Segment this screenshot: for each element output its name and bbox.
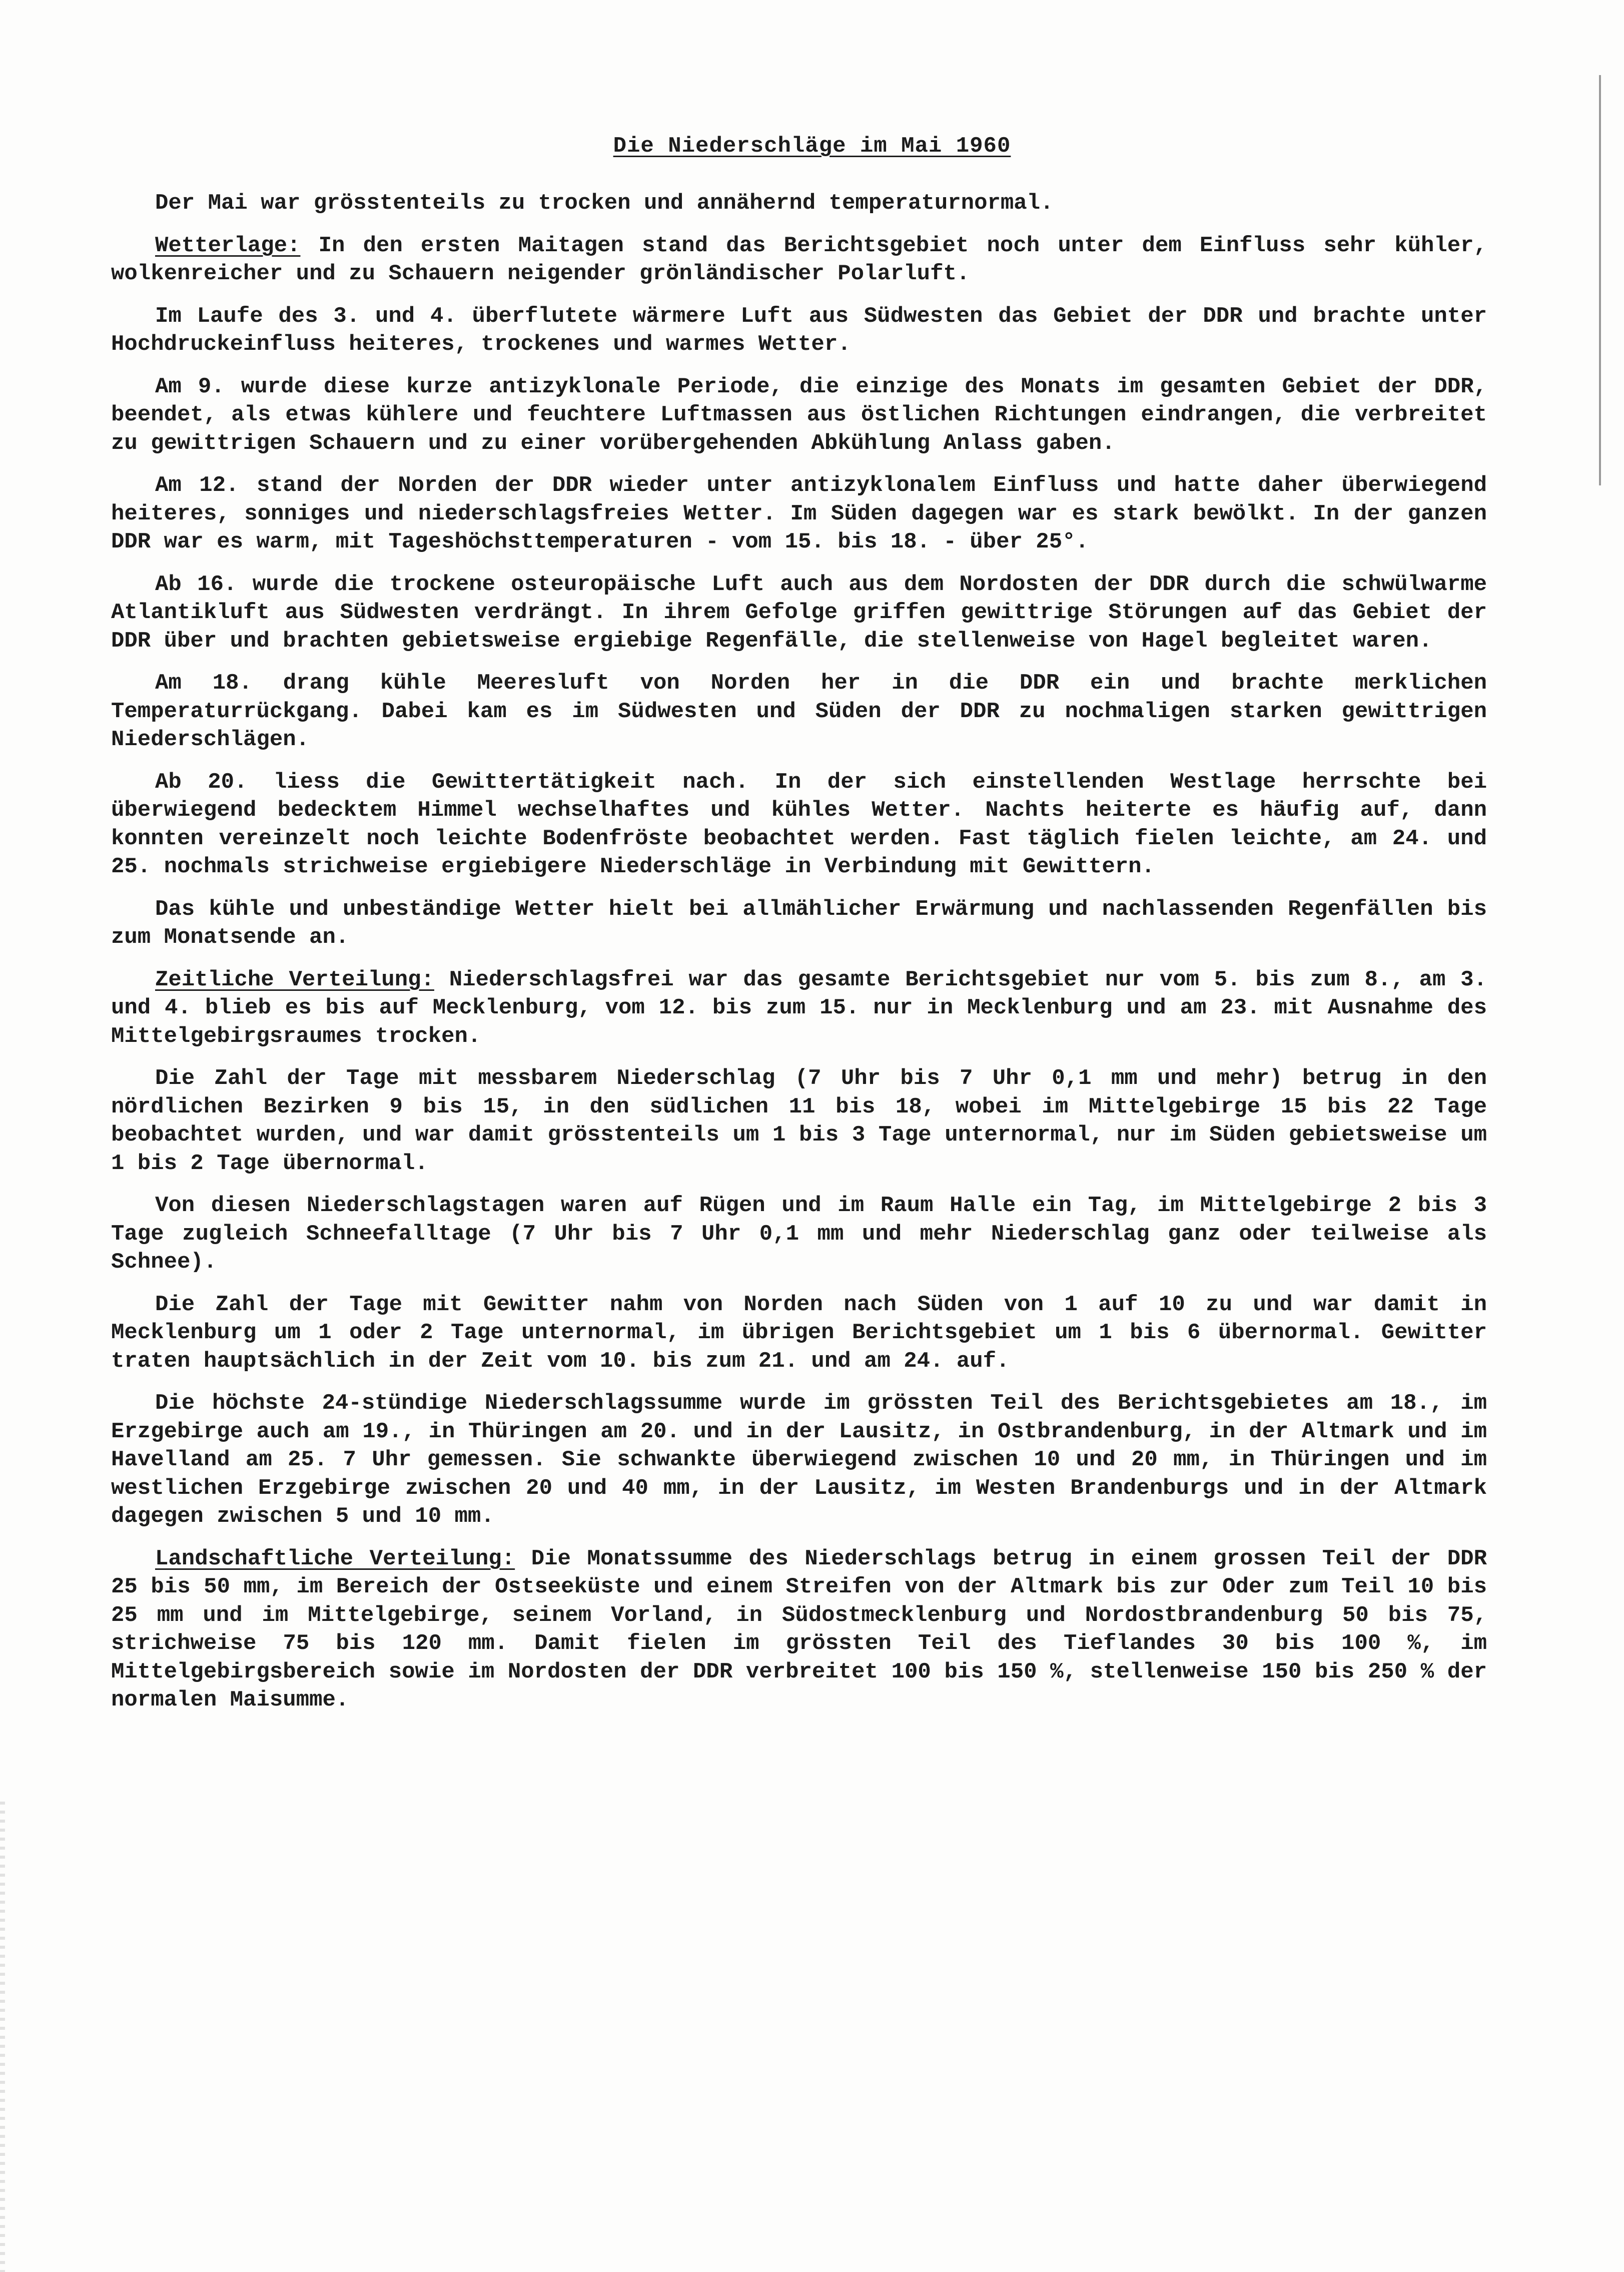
paragraph: [111, 768, 1487, 881]
paragraph: [111, 571, 1487, 656]
paragraph: [111, 669, 1487, 754]
paragraph-text: Im Laufe des 3. und 4. überflutete wärmere Luft aus Südwesten das Gebiet der DDR und brachte unter Hochdruckeinfluss heiteres, trockenes und warmes Wetter.: [111, 303, 1487, 357]
paragraph: [111, 1389, 1487, 1531]
paragraph-text: Der Mai war grösstenteils zu trocken und annähernd temperaturnormal.: [155, 191, 1054, 216]
paragraph: [111, 232, 1487, 288]
paragraph: [111, 895, 1487, 952]
paragraph: [111, 1064, 1487, 1178]
scan-edge-artifact: [0, 1802, 5, 2272]
paragraph: [111, 966, 1487, 1051]
paragraph: [111, 1192, 1487, 1277]
paragraph-text: Die Zahl der Tage mit Gewitter nahm von Norden nach Süden von 1 auf 10 zu und war damit in Mecklenburg um 1 oder 2 Tage unternormal, im übrigen Berichtsgebiet um 1 bis 6 übernormal. Gewitter traten hauptsächlich in der Zeit vom 10. bis zum 21. und am 24. auf.: [111, 1292, 1487, 1374]
document-body: [111, 189, 1487, 1729]
document-title: [0, 131, 1624, 161]
paragraph: [111, 373, 1487, 458]
paragraph: [111, 1291, 1487, 1376]
section-heading: Wetterlage:: [155, 233, 301, 258]
paragraph-text: Ab 20. liess die Gewittertätigkeit nach. In der sich einstellenden Westlage herrschte bei überwiegend bedecktem Himmel wechselhaftes und kühles Wetter. Nachts heiterte es häufig auf, dann konnten vereinzelt noch leichte Bodenfröste beobachtet werden. Fast täglich fielen leichte, am 24. und 25. nochmals strichweise ergiebigere Niederschläge in Verbindung mit Gewittern.: [111, 769, 1487, 879]
paragraph-text: Am 12. stand der Norden der DDR wieder unter antizyklonalem Einfluss und hatte daher überwiegend heiteres, sonniges und niederschlagsfreies Wetter. Im Süden dagegen war es stark bewölkt. In der ganzen DDR war es warm, mit Tageshöchsttemperaturen - vom 15. bis 18. - über 25°.: [111, 473, 1487, 554]
paragraph-text: Die höchste 24-stündige Niederschlagssumme wurde im grössten Teil des Berichtsgebietes am 18., im Erzgebirge auch am 19., in Thüringen am 20. und in der Lausitz, in Ostbrandenburg, in der Altmark und im Havelland am 25. 7 Uhr gemessen. Sie schwankte überwiegend zwischen 10 und 20 mm, in Thüringen und im westlichen Erzgebirge zwischen 20 und 40 mm, in der Lausitz, im Westen Brandenburgs und in der Altmark dagegen zwischen 5 und 10 mm.: [111, 1391, 1487, 1529]
section-heading: Zeitliche Verteilung:: [155, 967, 434, 992]
title-text: Die Niederschläge im Mai 1960: [613, 134, 1011, 159]
section-heading: Landschaftliche Verteilung:: [155, 1546, 515, 1571]
paragraph-text: In den ersten Maitagen stand das Berichtsgebiet noch unter dem Einfluss sehr kühler, wolkenreicher und zu Schauern neigender grönländischer Polarluft.: [111, 233, 1487, 286]
paragraph: [111, 189, 1487, 218]
paragraph: [111, 471, 1487, 556]
paragraph-text: Das kühle und unbeständige Wetter hielt bei allmählicher Erwärmung und nachlassenden Regenfällen bis zum Monatsende an.: [111, 896, 1487, 950]
paragraph-text: Die Monatssumme des Niederschlags betrug in einem grossen Teil der DDR 25 bis 50 mm, im Bereich der Ostseeküste und einem Streifen von der Altmark bis zur Oder zum Teil 10 bis 25 mm und im Mittelgebirge, seinem Vorland, in Südostmecklenburg und Nordostbrandenburg 50 bis 75, strichweise 75 bis 120 mm. Damit fielen im grössten Teil des Tieflandes 30 bis 100 %, im Mittelgebirgsbereich sowie im Nordosten der DDR verbreitet 100 bis 150 %, stellenweise 150 bis 250 % der normalen Maisumme.: [111, 1546, 1487, 1713]
paragraph-text: Am 18. drang kühle Meeresluft von Norden her in die DDR ein und brachte merklichen Temperaturrückgang. Dabei kam es im Südwesten und Süden der DDR zu nochmaligen starken gewittrigen Niederschlägen.: [111, 671, 1487, 752]
paragraph: [111, 1545, 1487, 1715]
paragraph-text: Ab 16. wurde die trockene osteuropäische Luft auch aus dem Nordosten der DDR durch die schwülwarme Atlantikluft aus Südwesten verdrängt. In ihrem Gefolge griffen gewittrige Störungen auf das Gebiet der DDR über und brachten gebietsweise ergiebige Regenfälle, die stellenweise von Hagel begleitet waren.: [111, 572, 1487, 654]
paragraph-text: Niederschlagsfrei war das gesamte Berichtsgebiet nur vom 5. bis zum 8., am 3. und 4. blieb es bis auf Mecklenburg, vom 12. bis zum 15. nur in Mecklenburg und am 23. mit Ausnahme des Mittelgebirgsraumes trocken.: [111, 967, 1487, 1049]
paragraph: [111, 302, 1487, 359]
paragraph-text: Am 9. wurde diese kurze antizyklonale Periode, die einzige des Monats im gesamten Gebiet der DDR, beendet, als etwas kühlere und feuchtere Luftmassen aus östlichen Richtungen eindrangen, die verbreitet zu gewittrigen Schauern und zu einer vorübergehenden Abkühlung Anlass gaben.: [111, 374, 1487, 456]
paragraph-text: Die Zahl der Tage mit messbarem Niederschlag (7 Uhr bis 7 Uhr 0,1 mm und mehr) betrug in den nördlichen Bezirken 9 bis 15, in den südlichen 11 bis 18, wobei im Mittelgebirge 15 bis 22 Tage beobachtet wurden, und war damit grösstenteils um 1 bis 3 Tage unternormal, nur im Süden gebietsweise um 1 bis 2 Tage übernormal.: [111, 1066, 1487, 1176]
scan-artifact-line: [1599, 75, 1601, 485]
paragraph-text: Von diesen Niederschlagstagen waren auf Rügen und im Raum Halle ein Tag, im Mittelgebirge 2 bis 3 Tage zugleich Schneefalltage (7 Uhr bis 7 Uhr 0,1 mm und mehr Niederschlag ganz oder teilweise als Schnee).: [111, 1193, 1487, 1275]
